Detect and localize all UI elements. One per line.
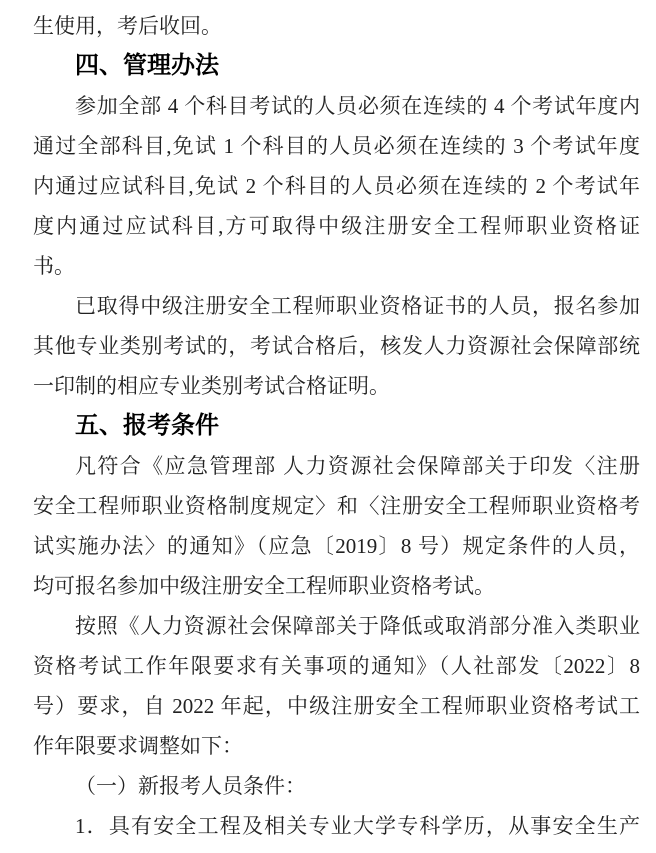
text-line: 一印制的相应专业类别考试合格证明。 bbox=[33, 374, 390, 398]
subsection-heading-new-applicants: （一）新报考人员条件： bbox=[75, 774, 306, 798]
text-line: 试实施办法〉的通知》（应急〔2019〕8 号）规定条件的人员， bbox=[33, 534, 640, 558]
text-line: 作年限要求调整如下： bbox=[33, 734, 243, 758]
text-line: 1．具有安全工程及相关专业大学专科学历，从事安全生产 bbox=[75, 814, 640, 838]
text-line: 其他专业类别考试的，考试合格后，核发人力资源社会保障部统 bbox=[33, 334, 640, 358]
text-line: 安全工程师职业资格制度规定〉和〈注册安全工程师职业资格考 bbox=[33, 494, 640, 518]
section-heading-application-requirements: 五、报考条件 bbox=[75, 412, 219, 439]
text-line: 均可报名参加中级注册安全工程师职业资格考试。 bbox=[33, 574, 495, 598]
text-line: 资格考试工作年限要求有关事项的通知》（人社部发〔2022〕8 bbox=[33, 654, 640, 678]
text-line: 生使用，考后收回。 bbox=[33, 14, 222, 38]
section-heading-management-measures: 四、管理办法 bbox=[75, 52, 219, 79]
text-line: 按照《人力资源社会保障部关于降低或取消部分准入类职业 bbox=[75, 614, 640, 638]
text-line: 书。 bbox=[33, 254, 75, 278]
text-line: 内通过应试科目,免试 2 个科目的人员必须在连续的 2 个考试年 bbox=[33, 174, 640, 198]
text-line: 参加全部 4 个科目考试的人员必须在连续的 4 个考试年度内 bbox=[75, 94, 640, 118]
text-line: 度内通过应试科目,方可取得中级注册安全工程师职业资格证 bbox=[33, 214, 640, 238]
text-line: 已取得中级注册安全工程师职业资格证书的人员，报名参加 bbox=[75, 294, 640, 318]
text-line: 凡符合《应急管理部 人力资源社会保障部关于印发〈注册 bbox=[75, 454, 640, 478]
text-line: 通过全部科目,免试 1 个科目的人员必须在连续的 3 个考试年度 bbox=[33, 134, 640, 158]
text-line: 号）要求，自 2022 年起，中级注册安全工程师职业资格考试工 bbox=[33, 694, 640, 718]
